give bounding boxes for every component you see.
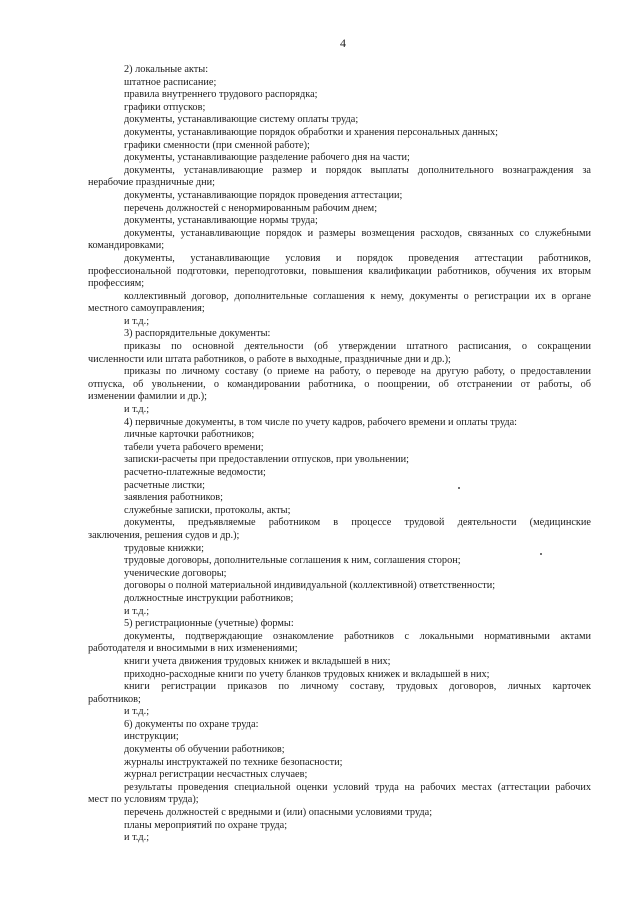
text-line: служебные записки, протоколы, акты;	[124, 504, 291, 516]
text-line: профессиям;	[88, 278, 145, 290]
text-line: документы, устанавливающие размер и порядок выплаты дополнительного вознаграждения за	[124, 164, 591, 176]
text-line: ученические договоры;	[124, 567, 227, 579]
text-line: перечень должностей с вредными и (или) опасными условиями труда;	[124, 807, 433, 819]
text-line: 3) распорядительные документы:	[124, 328, 271, 340]
text-line: перечень должностей с ненормированным рабочим днем;	[124, 202, 378, 214]
text-line: отпуска, об увольнении, о командировании работника, о поощрении, об отстранении от работы, об	[88, 378, 591, 390]
text-line: 6) документы по охране труда:	[124, 718, 259, 730]
text-line: записки-расчеты при предоставлении отпусков, при увольнении;	[124, 454, 410, 466]
text-line: документы, устанавливающие нормы труда;	[124, 215, 318, 227]
text-line: должностные инструкции работников;	[124, 592, 294, 604]
text-line: правила внутреннего трудового распорядка;	[124, 89, 318, 101]
text-line: документы, предъявляемые работником в процессе трудовой деятельности (медицинские	[124, 517, 591, 529]
text-line: нерабочие праздничные дни;	[88, 177, 215, 189]
text-line: книги регистрации приказов по личному составу, трудовых договоров, личных карточек	[124, 681, 591, 693]
text-line: документы, устанавливающие порядок проведения аттестации;	[124, 189, 403, 201]
text-line: планы мероприятий по охране труда;	[124, 819, 288, 831]
text-line: коллективный договор, дополнительные соглашения к нему, документы о регистрации их в органе	[124, 290, 591, 302]
text-line: и т.д.;	[124, 706, 150, 718]
text-line: результаты проведения специальной оценки условий труда на рабочих местах (аттестации рабочих	[124, 781, 591, 793]
text-line: работодателя и вносимыми в них изменениями;	[88, 643, 298, 655]
text-line: журнал регистрации несчастных случаев;	[124, 769, 308, 781]
text-line: штатное расписание;	[124, 76, 217, 88]
text-line: документы, устанавливающие разделение рабочего дня на части;	[124, 152, 410, 164]
document-body	[88, 64, 591, 845]
text-line: документы, устанавливающие порядок и размеры возмещения расходов, связанных со служебными	[124, 227, 591, 239]
text-line: и т.д.;	[124, 605, 150, 617]
text-line: местного самоуправления;	[88, 303, 205, 315]
text-line: договоры о полной материальной индивидуальной (коллективной) ответственности;	[124, 580, 496, 592]
text-line: графики отпусков;	[124, 101, 206, 113]
text-line: документы, подтверждающие ознакомление работников с локальными нормативными актами	[124, 630, 591, 642]
text-line: расчетно-платежные ведомости;	[124, 467, 266, 478]
text-line: 5) регистрационные (учетные) формы:	[124, 618, 294, 630]
text-line: документы, устанавливающие систему оплаты труда;	[124, 114, 359, 126]
text-line: книги учета движения трудовых книжек и вкладышей в них;	[124, 655, 391, 667]
text-line: и т.д.;	[124, 832, 150, 844]
text-line: 4) первичные документы, в том числе по учету кадров, рабочего времени и оплаты труда:	[124, 416, 518, 428]
text-line: трудовые договоры, дополнительные соглашения к ним, соглашения сторон;	[124, 555, 461, 567]
text-line: табели учета рабочего времени;	[124, 441, 264, 453]
text-line: журналы инструктажей по технике безопасности;	[124, 756, 343, 768]
text-line: командировками;	[88, 240, 165, 252]
text-line: приходно-расходные книги по учету бланков трудовых книжек и вкладышей в них;	[124, 668, 490, 680]
text-line: численности или штата работников, о работе в выходные, праздничные дни и др.);	[88, 353, 451, 365]
text-line: и т.д.;	[124, 404, 150, 416]
text-line: работников;	[88, 693, 141, 705]
text-line: расчетные листки;	[124, 479, 205, 491]
page-number: 4	[340, 36, 346, 50]
text-line: трудовые книжки;	[124, 542, 204, 554]
text-line: приказы по личному составу (о приеме на работу, о переводе на другую работу, о предоставлении	[124, 366, 591, 378]
text-line: заявления работников;	[124, 492, 223, 504]
text-line: изменении фамилии и др.);	[88, 391, 208, 403]
scan-speck	[540, 553, 542, 555]
text-line: мест по условиям труда);	[88, 794, 199, 806]
text-line: графики сменности (при сменной работе);	[124, 139, 310, 151]
text-line: документы, устанавливающие условия и порядок проведения аттестации работников,	[124, 252, 591, 264]
scan-speck	[458, 487, 460, 489]
text-line: личные карточки работников;	[124, 429, 255, 441]
text-line: документы, устанавливающие порядок обработки и хранения персональных данных;	[124, 126, 499, 138]
text-line: и т.д.;	[124, 315, 150, 327]
text-line: инструкции;	[124, 731, 179, 743]
text-line: 2) локальные акты:	[124, 64, 209, 75]
text-line: заключения, решения судов и др.);	[88, 529, 240, 541]
text-line: документы об обучении работников;	[124, 744, 285, 756]
text-line: профессиональной подготовки, переподготовки, повышения квалификации работников, обучения их вторым	[88, 265, 591, 277]
text-line: приказы по основной деятельности (об утверждении штатного расписания, о сокращении	[124, 341, 591, 353]
